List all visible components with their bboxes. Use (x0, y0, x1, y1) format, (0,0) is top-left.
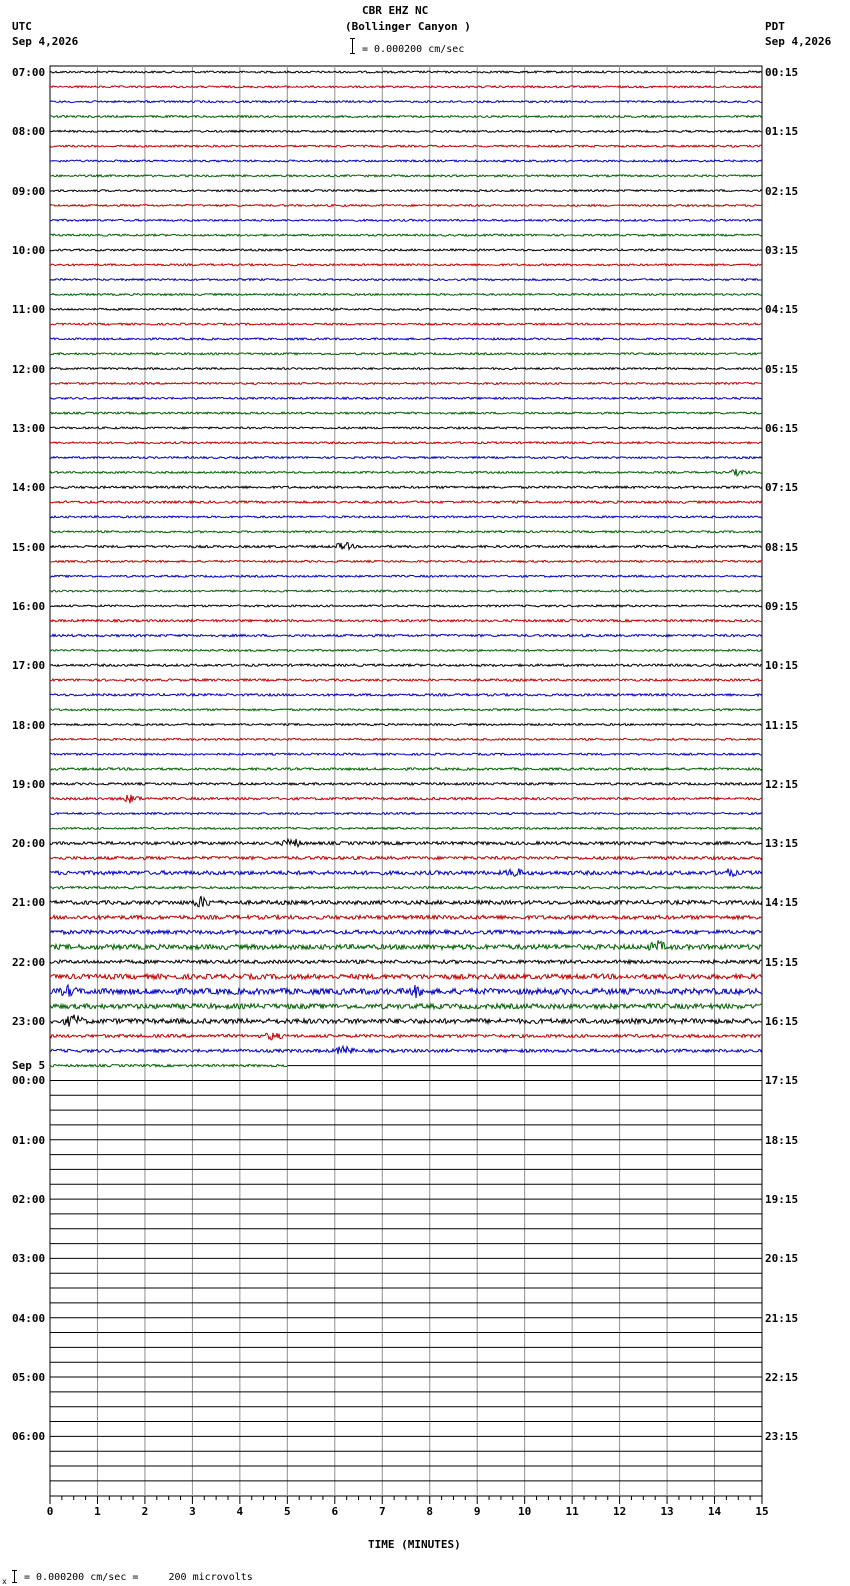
trace-row-32 (50, 543, 762, 550)
date-change-label: Sep 5 (12, 1059, 46, 1073)
utc-hour-label: 21:00 (12, 896, 46, 910)
trace-row-10 (50, 219, 762, 221)
x-tick-label-5: 5 (284, 1505, 291, 1518)
utc-hour-label: 07:00 (12, 66, 46, 79)
utc-hour-label: 12:00 (12, 362, 46, 376)
trace-row-8 (50, 190, 762, 192)
utc-hour-label: 23:00 (12, 1015, 46, 1029)
scale-bar-icon (352, 38, 358, 54)
seismogram-traces (50, 71, 762, 1481)
trace-row-57 (50, 915, 762, 919)
utc-hour-label: 01:00 (12, 1133, 46, 1147)
footer-scale-text: = 0.000200 cm/sec = 200 microvolts (24, 1572, 253, 1583)
pdt-hour-label: 14:15 (765, 896, 799, 910)
trace-row-66 (50, 1046, 762, 1054)
trace-row-25 (50, 442, 762, 444)
utc-hour-label: 15:00 (12, 540, 46, 554)
x-tick-label-9: 9 (473, 1505, 481, 1518)
utc-hour-label: 16:00 (12, 599, 46, 613)
utc-hour-label: 14:00 (12, 481, 46, 495)
trace-row-13 (50, 264, 762, 266)
x-tick-label-7: 7 (378, 1505, 386, 1518)
utc-hour-label: 04:00 (12, 1311, 46, 1325)
pdt-hour-label: 17:15 (765, 1074, 799, 1088)
trace-row-39 (50, 649, 762, 651)
trace-row-41 (50, 679, 762, 681)
trace-row-35 (50, 590, 762, 592)
utc-hour-label: 00:00 (12, 1074, 46, 1088)
utc-hour-label: 19:00 (12, 777, 46, 791)
trace-row-63 (50, 1004, 762, 1009)
pdt-hour-label: 22:15 (765, 1371, 799, 1385)
trace-row-23 (50, 412, 762, 414)
trace-row-17 (50, 323, 762, 325)
chart-subtitle: (Bollinger Canyon ) (345, 20, 471, 33)
trace-row-40 (50, 664, 762, 666)
utc-hour-label: 13:00 (12, 421, 46, 435)
trace-row-42 (50, 694, 762, 696)
trace-row-16 (50, 308, 762, 310)
trace-row-60 (50, 960, 762, 964)
utc-hour-label: 11:00 (12, 303, 46, 317)
utc-hour-label: 06:00 (12, 1430, 46, 1444)
x-tick-label-1: 1 (94, 1505, 101, 1518)
utc-hour-label: 05:00 (12, 1371, 46, 1385)
trace-row-36 (50, 605, 762, 607)
trace-row-29 (50, 501, 762, 503)
x-tick-label-15: 15 (755, 1505, 769, 1518)
trace-row-56 (50, 896, 762, 907)
pdt-hour-label: 18:15 (765, 1133, 799, 1147)
x-tick-label-11: 11 (565, 1505, 579, 1518)
utc-hour-label: 03:00 (12, 1252, 46, 1266)
pdt-hour-label: 06:15 (765, 421, 799, 435)
utc-hour-label: 18:00 (12, 718, 46, 732)
trace-row-50 (50, 813, 762, 815)
trace-row-27 (50, 469, 762, 476)
pdt-hour-label: 10:15 (765, 659, 799, 673)
pdt-hour-label: 01:15 (765, 125, 799, 139)
trace-row-62 (50, 985, 762, 998)
trace-row-43 (50, 709, 762, 711)
x-tick-label-3: 3 (189, 1505, 196, 1518)
footer-scale-bar-icon (14, 1570, 20, 1583)
trace-row-52 (50, 839, 762, 847)
x-tick-label-13: 13 (660, 1505, 674, 1518)
left-date: Sep 4,2026 (12, 35, 79, 48)
pdt-hour-label: 02:15 (765, 184, 799, 198)
pdt-hour-label: 15:15 (765, 955, 799, 969)
pdt-hour-label: 07:15 (765, 481, 799, 495)
trace-row-18 (50, 338, 762, 340)
trace-row-5 (50, 145, 762, 147)
utc-hour-label: 09:00 (12, 184, 46, 198)
pdt-hour-label: 04:15 (765, 303, 799, 317)
pdt-hour-label: 16:15 (765, 1015, 799, 1029)
trace-row-12 (50, 249, 762, 251)
trace-row-21 (50, 382, 762, 384)
trace-row-38 (50, 634, 762, 636)
trace-row-2 (50, 101, 762, 103)
right-timezone: PDT (765, 20, 785, 33)
trace-row-45 (50, 738, 762, 740)
trace-row-9 (50, 205, 762, 207)
trace-row-3 (50, 116, 762, 118)
utc-hour-label: 02:00 (12, 1193, 46, 1207)
trace-row-19 (50, 353, 762, 355)
trace-row-11 (50, 234, 762, 236)
chart-title: CBR EHZ NC (362, 4, 429, 17)
pdt-hour-label: 11:15 (765, 718, 799, 732)
pdt-hour-label: 09:15 (765, 599, 799, 613)
pdt-hour-label: 00:15 (765, 66, 799, 79)
x-tick-label-0: 0 (46, 1505, 54, 1518)
trace-row-47 (50, 768, 762, 770)
trace-row-44 (50, 724, 762, 726)
trace-row-51 (50, 827, 762, 829)
trace-row-20 (50, 368, 762, 370)
trace-row-22 (50, 397, 762, 399)
trace-row-55 (50, 887, 762, 889)
trace-row-26 (50, 457, 762, 459)
pdt-hour-label: 05:15 (765, 362, 799, 376)
utc-hour-label: 17:00 (12, 659, 46, 673)
x-axis (47, 1496, 769, 1518)
utc-hour-label: 10:00 (12, 243, 46, 257)
right-date: Sep 4,2026 (765, 35, 832, 48)
utc-hour-label: 08:00 (12, 125, 46, 139)
trace-row-48 (50, 783, 762, 785)
utc-hour-label: 20:00 (12, 837, 46, 851)
trace-row-31 (50, 531, 762, 533)
x-tick-label-6: 6 (331, 1505, 339, 1518)
trace-row-65 (50, 1033, 762, 1040)
pdt-hour-label: 20:15 (765, 1252, 799, 1266)
trace-row-15 (50, 294, 762, 296)
pdt-hour-label: 19:15 (765, 1193, 799, 1207)
trace-row-14 (50, 279, 762, 281)
trace-row-54 (50, 868, 762, 876)
pdt-hour-label: 03:15 (765, 243, 799, 257)
x-tick-label-4: 4 (236, 1505, 244, 1518)
pdt-hour-label: 12:15 (765, 777, 799, 791)
trace-row-37 (50, 620, 762, 622)
x-tick-label-2: 2 (141, 1505, 149, 1518)
pdt-hour-label: 21:15 (765, 1311, 799, 1325)
x-tick-label-10: 10 (518, 1505, 532, 1518)
pdt-hour-label: 13:15 (765, 837, 799, 851)
x-tick-label-8: 8 (426, 1505, 434, 1518)
pdt-hour-label: 23:15 (765, 1430, 799, 1444)
trace-row-1 (50, 86, 762, 88)
trace-row-64 (50, 1015, 762, 1027)
trace-row-6 (50, 160, 762, 162)
trace-row-46 (50, 753, 762, 755)
trace-row-0 (50, 71, 762, 73)
trace-row-58 (50, 930, 762, 934)
trace-row-24 (50, 427, 762, 429)
left-timezone: UTC (12, 20, 32, 33)
x-axis-label: TIME (MINUTES) (368, 1538, 461, 1551)
trace-row-28 (50, 486, 762, 488)
scale-text: = 0.000200 cm/sec (362, 44, 465, 55)
pdt-hour-label: 08:15 (765, 540, 799, 554)
trace-row-33 (50, 560, 762, 562)
trace-row-7 (50, 175, 762, 177)
trace-row-59 (50, 940, 762, 950)
trace-row-49 (50, 795, 762, 804)
trace-row-30 (50, 516, 762, 518)
utc-hour-label: 22:00 (12, 955, 46, 969)
trace-row-34 (50, 575, 762, 577)
trace-row-67 (50, 1064, 287, 1066)
trace-row-4 (50, 130, 762, 132)
trace-row-53 (50, 856, 762, 859)
x-tick-label-14: 14 (707, 1505, 722, 1518)
footer-prefix: x (2, 1577, 7, 1586)
trace-row-61 (50, 974, 762, 979)
x-tick-label-12: 12 (612, 1505, 627, 1518)
